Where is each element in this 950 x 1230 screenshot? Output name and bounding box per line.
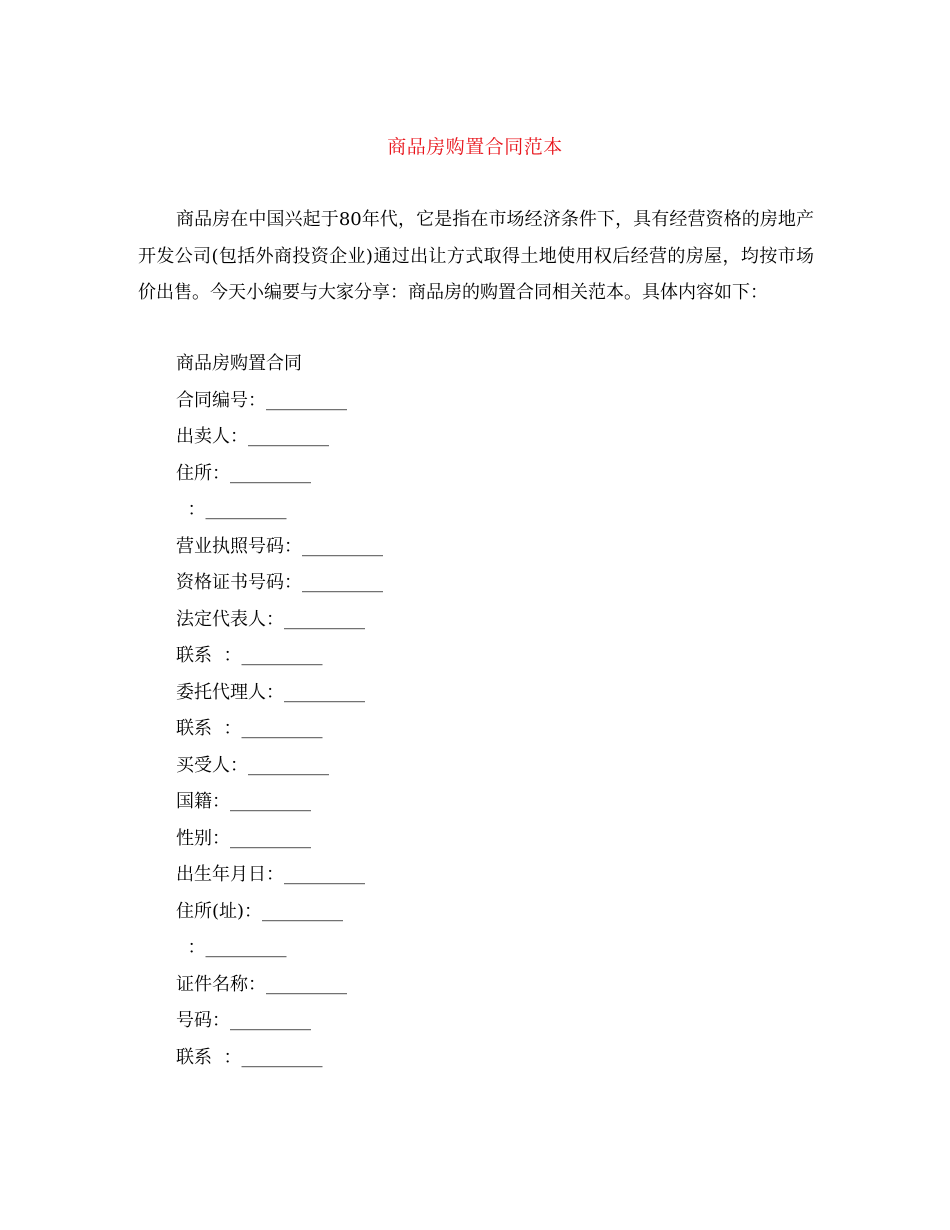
contract-field-row [176,1040,776,1077]
field-label: 资格证书号码： [176,572,302,593]
field-label: 住所： [176,462,230,484]
contract-field-row [176,602,776,639]
field-blank: _________ [205,937,287,958]
field-label: 住所(址)： [176,900,263,922]
field-blank: _________ [302,572,383,593]
field-blank: _________ [241,718,323,739]
contract-field-row [176,748,776,785]
field-blank: _________ [248,754,329,776]
contract-field-row [176,967,776,1004]
field-label: 合同编号： [176,389,266,411]
contract-field-row [176,675,776,712]
contract-field-row [176,821,776,858]
contract-field-row [176,383,776,420]
document-title: 商品房购置合同范本 [387,136,563,158]
contract-field-row [176,894,776,931]
field-label: 国籍： [176,791,230,812]
contract-field-list [176,346,776,1076]
field-label: 证件名称： [176,973,266,995]
contract-field-row [176,930,776,967]
field-label: 号码： [176,1010,230,1031]
field-label: 营业执照号码： [176,535,302,557]
field-blank: _________ [230,791,311,812]
field-label: ： [176,499,206,520]
field-blank: _________ [284,864,365,885]
contract-field-row [176,419,776,456]
contract-field-row [176,529,776,566]
field-blank: _________ [241,1046,323,1068]
field-label: 联系 ： [176,1046,242,1068]
contract-field-row [176,492,776,529]
field-blank: _________ [230,1010,311,1031]
field-blank: _________ [266,973,347,995]
field-blank: _________ [262,900,344,922]
field-blank: _________ [248,426,329,447]
field-blank: _________ [230,462,311,484]
field-blank: _________ [230,827,311,849]
contract-field-row [176,1003,776,1040]
field-label: ： [176,937,206,958]
field-label: 联系 ： [176,645,242,666]
field-blank: _________ [302,535,383,557]
field-blank: _________ [266,389,347,411]
field-blank: _________ [284,681,365,703]
contract-field-row [176,711,776,748]
field-label: 联系 ： [176,718,242,739]
field-label: 出生年月日： [176,864,284,885]
field-label: 法定代表人： [176,608,284,630]
field-label: 性别： [176,827,230,849]
field-label: 出卖人： [176,426,248,447]
contract-heading: 商品房购置合同 [176,353,302,374]
field-blank: _________ [284,608,365,630]
contract-field-row [176,857,776,894]
field-label: 委托代理人： [176,681,284,703]
contract-field-row [176,565,776,602]
field-label: 买受人： [176,754,248,776]
intro-paragraph: 商品房在中国兴起于80年代，它是指在市场经济条件下，具有经营资格的房地产开发公司(包括外商投资企业)通过出让方式取得土地使用权后经营的房屋，均按市场价出售。今天小编要与大家分享：商品房的购置合同相关范本。具体内容如下： [138,209,814,303]
contract-field-row [176,456,776,493]
contract-field-row [176,638,776,675]
field-blank: _________ [205,499,287,520]
field-blank: _________ [241,645,323,666]
contract-field-row [176,784,776,821]
